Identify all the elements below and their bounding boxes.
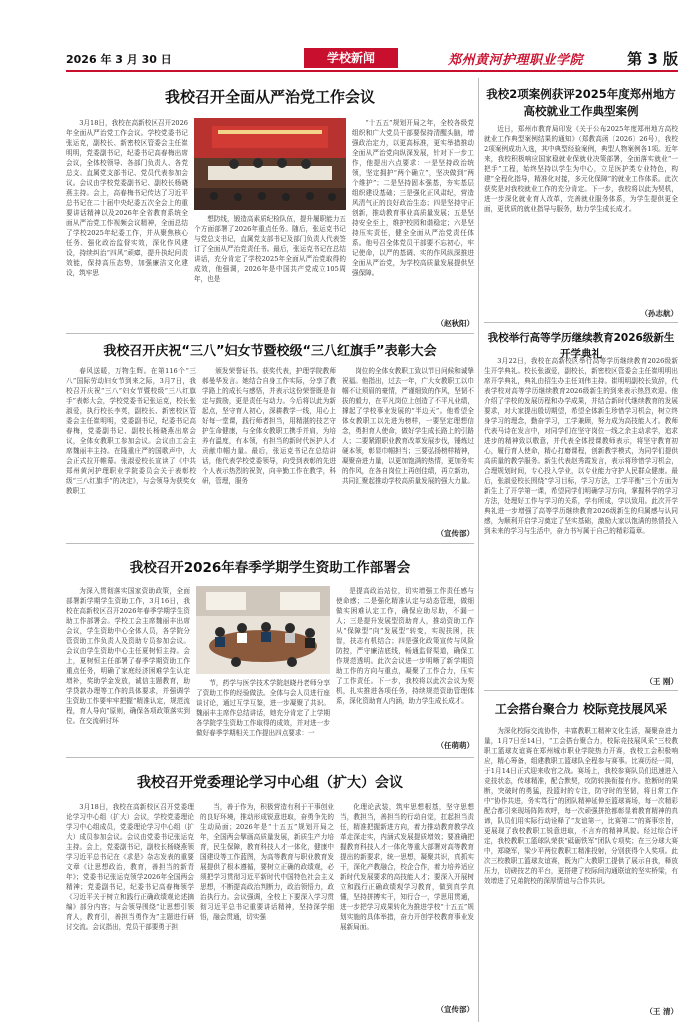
- article-title-student-aid: 我校召开2026年春季学期学生资助工作部署会: [129, 560, 411, 576]
- article-body-party-discipline-col2: 想防线，锻造高素质纪检队伍，提升履职能力五个方面部署了2026年重点任务。随后，张运克书记与党总支书记，直属党支部书记及部门负责人代表签订了全面从严治党责任书。最后，张运克书记在总结讲话，充分肯定了学校2025年全面从严治党取得的成效，他强调，2026年是中国共产党成立105周年，也是: [194, 215, 346, 283]
- article-body-party-discipline-col3: “十五五”规划开局之年，全校各级党组织和广大党员干部要保持清醒头脑，增强政治定力，以更高标准，更实举措推动全面从严治党向纵深发展，针对下一步工作，他提出六点要求：一是坚持政治统领，坚定拥护“两个确立”，坚决做到“两个维护”；二是坚持固本强基，夯实基层组织建设基础；三是强化正风肃纪，营造风清气正的良好政治生态；四是坚持守正创新，推动教育事业高质量发展；五是坚持安全至上，维护校园和谐稳定；六是坚持压实责任，健全全面从严治党责任体系。他号召全体党员干部要不忘初心，牢记使命，以严的基调、实的作风纵深推进全面从严治党，为学校高质量发展提供坚强保障。: [352, 119, 474, 277]
- meeting-photo-student-aid: [196, 586, 330, 674]
- byline-employment-cases: （孙志航）: [640, 309, 678, 318]
- page-number: 第 3 版: [627, 50, 678, 68]
- article-body-student-aid-col2: 节，药学与医学技术学院赵晓丹老师分享了资助工作的经验做法。全体与会人员进行座谈讨论，通过互学互鉴，进一步凝聚了共识。魏丽丰主席作总结讲话，她充分肯定了上学期各学院学生资助工作取得的成效，并对进一步做好春季学期相关工作提出四点要求：一: [196, 679, 330, 737]
- article-body-womens-day-col1: 春风送暖，万物生辉。在第116个“三八”国际劳动妇女节到来之际，3月7日，我校召开庆祝“三八”妇女节暨校级“三八红旗手”表彰大会，学校党委书记张运克，校长张淑爱，执行校长李英，副校长、新密校区管委会主任崔明明，党委副书记，纪委书记高春梅，党委副书记、副校长杨晓燕出席会议，全体女教职工参加会议。会议由工会主席魏丽丰主持。在隆重庄严的国歌声中，大会正式拉开帷幕。张淑爱校长宣读了《中共郑州黄河护理职业学院委员会关于表彰校级“三八红旗手”的决定》，与会领导为获奖女教职工: [66, 367, 196, 495]
- masthead: [66, 48, 678, 70]
- article-divider-3: [66, 757, 474, 758]
- conference-room-image: [196, 586, 330, 674]
- article-body-employment-cases: 近日，郑州市教育局印发《关于公布2025年度郑州地方高校就业工作典型案例结果的通知》（郑教高函〔2026〕26号），我校2项案例成功入选，其中典型经验案例，典型人物案例各1项。近年来，我校积极响应国家稳就业保就业决策部署，全面落实就业“一把手”工程，始终坚持以学生为中心，立足医护类专业特色，构建“全程化指导，精准化对接，多元化保障”的就业工作体系。此次获奖是对我校就业工作的充分肯定。下一步，我校将以此为契机，进一步深化就业育人改革，完善就业服务体系，为学生提供更全面，更优质的就业指导与服务，助力学生成长成才。: [484, 125, 678, 213]
- article-title-continuing-education: 我校举行高等学历继续教育2026级新生开学典礼: [487, 332, 675, 360]
- column-divider: [478, 78, 479, 1022]
- article-body-continuing-education: 3月22日，我校在高新校区举行高等学历继续教育2026级新生开学典礼。校长张淑爱，副校长，新密校区管委会主任崔明明出席开学典礼，典礼由招生办主任刘伟主持。崔明明副校长致辞，代表学校对高等学历继续教育2026级新生的到来表示热烈欢迎。他介绍了学校的发展历程和办学成果，并结合新时代继续教育的发展要求，对大家提出殷切期望，希望全体新生珍惜学习机会，树立终身学习的理念，勤奋学习，工学兼顾，努力成为高技能人才。教师代表马诗在发言中，对同学们在坚守岗位一线之余主动求学，追求进步的精神致以敬意，并代表全体授课教师表示，将坚守教育初心，履行育人使命，精心打磨课程，创新教学模式，为同学们提供高质量的教学服务。新生代表赵秀霞发言，表示将珍惜学习机会，合理规划时间，专心投入学业，以专业能力守护人民群众健康。最后，张淑爱校长围绕“学习目标，学习方法，工学平衡”三个方面为新生上了开学第一课，希望同学们明确学习方向，掌握科学的学习方法，处理好工作与学习的关系，学有所成，学以致用。此次开学典礼进一步增强了高等学历继续教育2026级新生的归属感与认同感，为顺利开启学习奠定了坚实基础，激励大家以饱满的热情投入到未来的学习与生活中，奋力书写属于自己的精彩篇章。: [484, 357, 678, 535]
- article-body-basketball: 为深化校际交流协作，丰富教职工精神文化生活，凝聚奋进力量，1月7日至14日，“工会搭台聚合力，校际竞技展风采”三校教职工篮球友谊赛在郑州城市职业学院热力开赛，我校工会积极响应，精心筹备，组建教职工篮球队全程参与赛事。比赛历经一周，于1月14日正式迎来收官之战。赛场上，我校参赛队员们迅速进入竞技状态，传球精准，配合默契，攻防转换衔接有序。抢断时的果断，突破时的勇猛，投篮时的专注，防守时的坚韧，将日常工作中“协作共进，务实笃行”的团队精神延伸至篮球赛场，每一次精彩配合都引来现场阵阵欢呼，每一次顽强拼抢都彰显着教育精神的真谛，队员们用实际行动诠释了“友谊第一，比赛第二”的赛事宗旨，更展现了我校教职工锐意进取，不言弃的精神风貌。经过综合评定，我校教职工篮球队荣获“砥砺铁军”团队专项奖；在三分球大赛中，郑晓军，梁少平两位教职工精准投射，分别获得个人奖项。此次三校教职工篮球友谊赛，既为广大教职工提供了展示自我，释放压力，切磋技艺的平台，更搭建了校际间沟通联谊的坚实桥梁，有效增进了兄弟院校的深厚情谊与合作共识。: [484, 727, 678, 885]
- issue-date: 2026 年 3 月 30 日: [66, 53, 172, 66]
- section-badge: 学校新闻: [304, 48, 398, 68]
- article-body-party-discipline-col1: 3月18日，我校在高新校区召开2026年全面从严治党工作会议。学校党委书记张运克，副校长、新密校区管委会主任崔明明，党委副书记，纪委书记高春梅出席会议，全体校领导、各部门负责人、各党总支、直属党支部书记、党员代表参加会议。会议由学校党委副书记、副校长杨晓燕主持。会上，高春梅书记传达了习近平总书记在二十届中央纪委五次全会上的重要讲话精神以及2026年全省教育系统全面从严治党工作视频会议精神，全面总结了学校2025年纪委工作，并从聚焦核心任务、强化政治监督实效，深化作风建设，持续纠治“四风”顽瘴，提升执纪问责效能，保持高压态势，加强廉洁文化建设，筑牢思: [66, 119, 188, 277]
- article-title-theory-study: 我校召开党委理论学习中心组（扩大）会议: [137, 775, 403, 791]
- article-body-theory-study-col2: 当，善于作为，积极营造有利于干事创业的良好环境，推动形成锐意进取，奋勇争先的生动局面；2026年是“十五五”规划开局之年，全国两会擘画高质量发展，新质生产力培育，民生保障，教育科技人才一体化，健康中国建设等工作蓝图，为高等教育与职业教育发展提供了根本遵循，要树立正确的政绩观，必须把学习贯彻习近平新时代中国特色社会主义思想，不断提高政治判断力，政治领悟力，政治执行力。会议强调，全校上下要深入学习贯彻习近平总书记重要讲话精神，坚持深学细悟，融会贯通，切实强: [200, 803, 334, 921]
- article-body-womens-day-col2: 颁发荣誉证书。获奖代表，护理学院教师郝曼华发言。她结合自身工作实际，分享了教学路上的成长与感悟，并表示这份荣誉既是肯定与鼓励，更是责任与动力。今后将以此为新起点，坚守育人初心，深耕教学一线，用心上好每一堂课，践行师者担当，用精湛的技艺守护生命健康，与全体女教职工携手并肩，为培养有温度，有本领，有担当的新时代医护人才贡献巾帼力量。最后，张运克书记在总结讲话，他代表学校党委领导，向受到表彰的先进个人表示热烈的祝贺，向辛勤工作在教学，科研，管理，服务: [202, 367, 336, 485]
- byline-student-aid: （任萌萌）: [436, 741, 474, 750]
- meeting-photo-party: [194, 118, 346, 210]
- article-divider-1: [66, 333, 474, 334]
- meeting-hall-image: [194, 118, 346, 210]
- article-title-employment-cases: 我校2项案例获评2025年度郑州地方高校就业工作典型案例: [486, 87, 676, 118]
- article-title-basketball: 工会搭台聚合力 校际竞技展风采: [494, 702, 668, 716]
- article-title-party-discipline: 我校召开全面从严治党工作会议: [164, 88, 375, 106]
- article-title-womens-day: 我校召开庆祝“三八”妇女节暨校级“三八红旗手”表彰大会: [103, 344, 437, 359]
- school-logo-text: 郑州黄河护理职业学院: [448, 53, 584, 68]
- article-body-theory-study-col1: 3月18日，我校在高新校区召开党委理论学习中心组（扩大）会议，学校党委理论学习中心组成员，党委理论学习中心组（扩大）成员参加会议。会议由党委书记张运克主持。会上，党委副书记，副校长杨晓燕领学习近平总书记在《求是》杂志发表的重要文章《让思想政治，教育，善担当的新青年》；党委书记张运克领学2026年全国两会精神；党委副书记，纪委书记高春梅领学《习近平关于树立和践行正确政绩观论述摘编》部分内容；与会领导围绕“让思想引领育人，教育引，善担当勇作为”主题进行研讨交流。会议指出，党员干部要勇于担: [66, 803, 194, 931]
- byline-womens-day: （宣传部）: [436, 529, 474, 538]
- byline-party-discipline: （赵秋阳）: [436, 319, 474, 328]
- right-divider-1: [484, 322, 678, 323]
- byline-theory-study: （宣传部）: [436, 1005, 474, 1014]
- article-body-womens-day-col3: 岗位的全体女教职工致以节日问候和诚挚祝福。他指出，过去一年，广大女教职工以巾帼不让须眉的豪情，严谨细致的作风，坚韧不拔的毅力，在平凡岗位上创造了不平凡业绩，撑起了学校事业发展的“半边天”。他希望全体女教职工以先进为榜样，一要坚定理想信念，勇担育人使命，做好学生成长路上的引路人；二要紧跟职业教育改革发展步伐，锤炼过硬本领，彰显巾帼担当；三要弘扬榜样精神，凝聚奋进力量，以更加饱满的热情，更加务实的作风，在各自岗位上再创佳绩，再立新功，共同汇聚起推动学校高质量发展的强大力量。: [342, 367, 474, 485]
- article-body-student-aid-col3: 是提高政治站位，切实增强工作责任感与使命感；二是强化精准认定与动态管理，做细做实困难认定工作，确保应助尽助，不漏一人；三是提升发展型资助育人，推动资助工作从“保障型”向“发展型”转变，实现扶困，扶智，扶志有机结合；四是强化政策宣传与风险防控，严守廉洁底线，畅通监督渠道，确保工作规范透明。此次会议进一步明晰了新学期资助工作的方向与重点，凝聚了工作合力，压实了工作责任。下一步，我校将以此次会议为契机，扎实推进各项任务，持续规范资助管理体系，深化资助育人内涵，助力学生成长成才。: [336, 587, 474, 705]
- masthead-rule: [66, 70, 678, 72]
- byline-continuing-education: （王 刚）: [645, 677, 678, 686]
- byline-basketball: （王 清）: [645, 1007, 678, 1016]
- article-divider-2: [66, 543, 474, 544]
- article-body-student-aid-col1: 为深入贯彻落实国家资助政策，全面部署新学期学生资助工作，3月16日，我校在高新校区召开2026年春季学期学生资助工作部署会。学校工会主席魏丽丰出席会议，学生资助中心全体人员，各学院分管资助工作负责人及资助专员参加会议。会议由学生资助中心主任夏树恒主持。会上，夏树恒主任部署了春季学期资助工作重点任务，明确了家庭经济困难学生认定增补，奖助学金发放，诚信主题教育，助学贷款办理等工作的具体要求，并强调学生资助工作要牢牢把握“精准认定，规范流程，育人导向”原则，确保各项政策落实到位。在交流研讨环: [66, 587, 190, 725]
- right-divider-2: [484, 690, 678, 691]
- article-body-theory-study-col3: 化理论武装，筑牢思想根基，坚守思想当，教担当，善担当的行动自觉，扛起担当责任，精准把握新进方向，着力推动教育教学改革走深走实，内涵式发展提质增效；要准确把握教育科技人才一体化等重大部署对高等教育提出的新要求，统一思想，凝聚共识，真抓实干，深化产教融合，校企合作，着力培养适应新时代发展要求的高技能人才；要深入开展树立和践行正确政绩观学习教育，做到真学真懂，坚持拼搏实干，知行合一，学思用贯通，进一步把学习成果转化为推进学校“十五五”规划实施的具体举措，奋力开创学校教育事业发展新局面。: [340, 803, 474, 931]
